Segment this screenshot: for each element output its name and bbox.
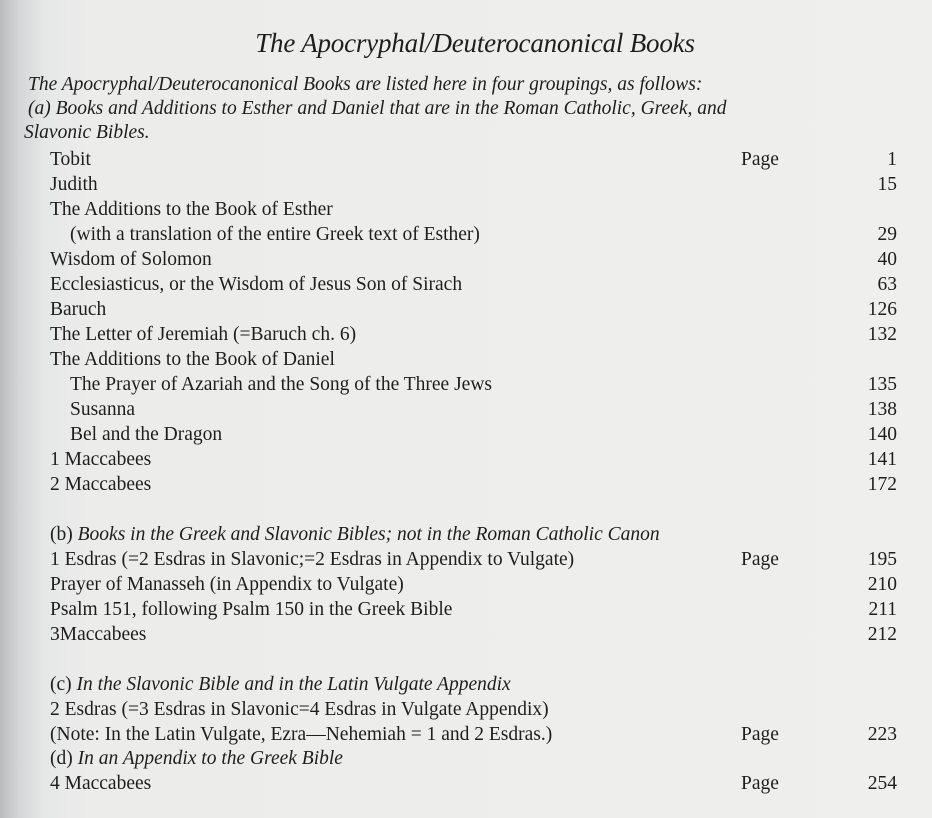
intro-line: The Apocryphal/Deuterocanonical Books are listed here in four groupings, as follows:: [28, 74, 703, 95]
toc-entry: [0, 573, 932, 597]
group-marker: (c): [50, 674, 72, 695]
entry-title: (with a translation of the entire Greek text of Esther): [70, 224, 480, 245]
toc-entry: [0, 223, 932, 247]
page-title: The Apocryphal/Deuterocanonical Books: [255, 28, 695, 58]
entry-title: 4 Maccabees: [50, 773, 152, 794]
entry-title: 2 Maccabees: [50, 474, 152, 495]
toc-entry: [0, 772, 932, 796]
page-number: 195: [867, 549, 897, 570]
entry-title: Wisdom of Solomon: [50, 249, 212, 270]
page-number: 140: [867, 424, 897, 445]
entry-title: (Note: In the Latin Vulgate, Ezra—Nehemiah = 1 and 2 Esdras.): [50, 724, 553, 745]
toc-entry: [0, 373, 932, 397]
page-number: 15: [877, 174, 897, 195]
entry-title: 1 Maccabees: [50, 449, 152, 470]
entry-title: Psalm 151, following Psalm 150 in the Greek Bible: [50, 599, 453, 620]
entry-title: The Letter of Jeremiah (=Baruch ch. 6): [50, 324, 357, 345]
group-heading: [50, 523, 660, 547]
page-number: 210: [867, 574, 897, 595]
page-number: 1: [887, 149, 897, 170]
page-label: Page: [741, 149, 779, 170]
page-number: 211: [868, 599, 897, 620]
entry-title: The Additions to the Book of Esther: [50, 199, 333, 220]
group-heading: [50, 747, 343, 771]
toc-entry: [0, 298, 932, 322]
entry-title: The Prayer of Azariah and the Song of the Three Jews: [70, 374, 493, 395]
toc-entry: [0, 698, 932, 722]
page-label: Page: [741, 773, 779, 794]
page-number: 40: [877, 249, 897, 270]
group-heading: [50, 673, 511, 697]
entry-title: Prayer of Manasseh (in Appendix to Vulgate): [50, 574, 404, 595]
entry-title: 2 Esdras (=3 Esdras in Slavonic=4 Esdras in Vulgate Appendix): [50, 699, 549, 720]
toc-entry: [0, 398, 932, 422]
page-number: 63: [877, 274, 897, 295]
toc-entry: [0, 723, 932, 747]
toc-entry: [0, 623, 932, 647]
entry-title: Susanna: [70, 399, 135, 420]
group-heading-text: In the Slavonic Bible and in the Latin Vulgate Appendix: [76, 674, 511, 695]
group-marker: (d): [50, 748, 73, 769]
intro-line: Slavonic Bibles.: [24, 122, 150, 143]
toc-entry: [0, 348, 932, 372]
entry-title: Baruch: [50, 299, 107, 320]
toc-entry: [0, 448, 932, 472]
entry-title: Tobit: [50, 149, 91, 170]
page-number: 132: [867, 324, 897, 345]
entry-title: 3Maccabees: [50, 624, 147, 645]
page-number: 141: [867, 449, 897, 470]
entry-title: Judith: [50, 174, 98, 195]
page-number: 223: [867, 724, 897, 745]
page-number: 126: [867, 299, 897, 320]
toc-entry: [0, 473, 932, 497]
page-number: 212: [867, 624, 897, 645]
group-heading-text: Books in the Greek and Slavonic Bibles; not in the Roman Catholic Canon: [77, 524, 660, 545]
page-number: 29: [877, 224, 897, 245]
toc-entry: [0, 598, 932, 622]
group-marker: (b): [50, 524, 73, 545]
page-number: 254: [867, 773, 897, 794]
toc-entry: [0, 323, 932, 347]
toc-entry: [0, 248, 932, 272]
toc-entry: [0, 198, 932, 222]
intro-line: (a) Books and Additions to Esther and Daniel that are in the Roman Catholic, Greek, and: [28, 98, 727, 119]
page-number: 172: [867, 474, 897, 495]
page-label: Page: [741, 549, 779, 570]
toc-entry: [0, 173, 932, 197]
toc-entry: [0, 148, 932, 172]
group-heading-text: In an Appendix to the Greek Bible: [77, 748, 343, 769]
entry-title: 1 Esdras (=2 Esdras in Slavonic;=2 Esdras in Appendix to Vulgate): [50, 549, 575, 570]
entry-title: Ecclesiasticus, or the Wisdom of Jesus Son of Sirach: [50, 274, 463, 295]
toc-entry: [0, 273, 932, 297]
page-label: Page: [741, 724, 779, 745]
entry-title: Bel and the Dragon: [70, 424, 223, 445]
toc-entry: [0, 423, 932, 447]
page-number: 135: [867, 374, 897, 395]
entry-title: The Additions to the Book of Daniel: [50, 349, 335, 370]
toc-entry: [0, 548, 932, 572]
page-number: 138: [867, 399, 897, 420]
